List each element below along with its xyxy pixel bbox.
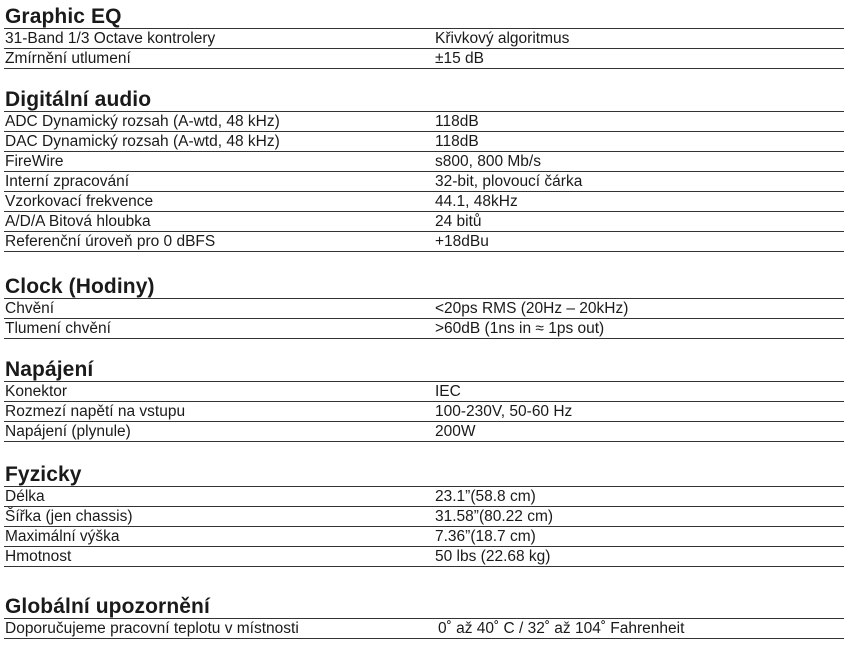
- spec-value: 24 bitů: [435, 213, 482, 230]
- spec-row: [4, 112, 844, 132]
- spec-label: Šířka (jen chassis): [5, 508, 133, 525]
- spec-table: [4, 381, 844, 442]
- spec-row: [4, 132, 844, 152]
- spec-label: Vzorkovací frekvence: [5, 193, 154, 210]
- spec-label: Doporučujeme pracovní teplotu v místnosti: [5, 620, 299, 637]
- spec-label: ADC Dynamický rozsah (A-wtd, 48 kHz): [5, 113, 280, 130]
- spec-row: [4, 29, 844, 49]
- spec-value: +18dBu: [435, 233, 489, 250]
- spec-value: 31.58”(80.22 cm): [435, 508, 554, 525]
- section-digital-audio: [4, 89, 844, 252]
- spec-row: [4, 487, 844, 507]
- spec-label: Délka: [5, 488, 45, 505]
- spec-row: [4, 619, 844, 639]
- spec-label: Chvění: [5, 300, 55, 317]
- spec-value: 23.1”(58.8 cm): [435, 488, 536, 505]
- spec-value: 100-230V, 50-60 Hz: [435, 403, 573, 420]
- spec-table: [4, 618, 844, 639]
- spec-value: s800, 800 Mb/s: [435, 153, 541, 170]
- spec-row: [4, 232, 844, 252]
- spec-value: 200W: [435, 423, 476, 440]
- spec-label: Zmírnění utlumení: [5, 50, 131, 67]
- spec-label: Hmotnost: [5, 548, 72, 565]
- spec-label: Napájení (plynule): [5, 423, 131, 440]
- spec-row: [4, 422, 844, 442]
- spec-value: Křivkový algoritmus: [435, 30, 570, 47]
- section-global-notice: [4, 596, 844, 639]
- spec-value: <20ps RMS (20Hz – 20kHz): [435, 300, 629, 317]
- spec-row: [4, 382, 844, 402]
- spec-label: Tlumení chvění: [5, 320, 111, 337]
- section-physical: [4, 464, 844, 567]
- spec-value: >60dB (1ns in ≈ 1ps out): [435, 320, 605, 337]
- section-clock: [4, 276, 844, 339]
- spec-table: [4, 486, 844, 567]
- section-title: Fyzicky: [5, 463, 82, 486]
- spec-row: [4, 319, 844, 339]
- spec-value: 44.1, 48kHz: [435, 193, 518, 210]
- section-title: Digitální audio: [5, 88, 152, 111]
- spec-label: FireWire: [5, 153, 64, 170]
- spec-row: [4, 152, 844, 172]
- spec-row: [4, 172, 844, 192]
- spec-label: A/D/A Bitová hloubka: [5, 213, 151, 230]
- section-title: Clock (Hodiny): [5, 275, 155, 298]
- spec-label: Konektor: [5, 383, 68, 400]
- spec-value: 118dB: [435, 133, 479, 150]
- spec-value: 32-bit, plovoucí čárka: [435, 173, 583, 190]
- spec-row: [4, 212, 844, 232]
- section-title: Graphic EQ: [5, 5, 122, 28]
- spec-row: [4, 547, 844, 567]
- spec-label: Maximální výška: [5, 528, 120, 545]
- spec-table: [4, 298, 844, 339]
- spec-label: Interní zpracování: [5, 173, 130, 190]
- spec-row: [4, 299, 844, 319]
- spec-label: Referenční úroveň pro 0 dBFS: [5, 233, 216, 250]
- section-title: Napájení: [5, 358, 94, 381]
- spec-label: 31-Band 1/3 Octave kontrolery: [5, 30, 216, 47]
- spec-value: 118dB: [435, 113, 479, 130]
- section-power: [4, 359, 844, 442]
- spec-row: [4, 192, 844, 212]
- spec-value: ±15 dB: [435, 50, 485, 67]
- spec-row: [4, 507, 844, 527]
- section-title: Globální upozornění: [5, 595, 210, 618]
- spec-table: [4, 111, 844, 252]
- spec-value: 0˚ až 40˚ C / 32˚ až 104˚ Fahrenheit: [438, 620, 685, 637]
- spec-label: DAC Dynamický rozsah (A-wtd, 48 kHz): [5, 133, 280, 150]
- spec-label: Rozmezí napětí na vstupu: [5, 403, 186, 420]
- spec-row: [4, 527, 844, 547]
- spec-value: 7.36”(18.7 cm): [435, 528, 536, 545]
- spec-value: IEC: [435, 383, 461, 400]
- spec-value: 50 lbs (22.68 kg): [435, 548, 551, 565]
- section-graphic-eq: [4, 6, 844, 69]
- spec-row: [4, 49, 844, 69]
- spec-row: [4, 402, 844, 422]
- spec-table: [4, 28, 844, 69]
